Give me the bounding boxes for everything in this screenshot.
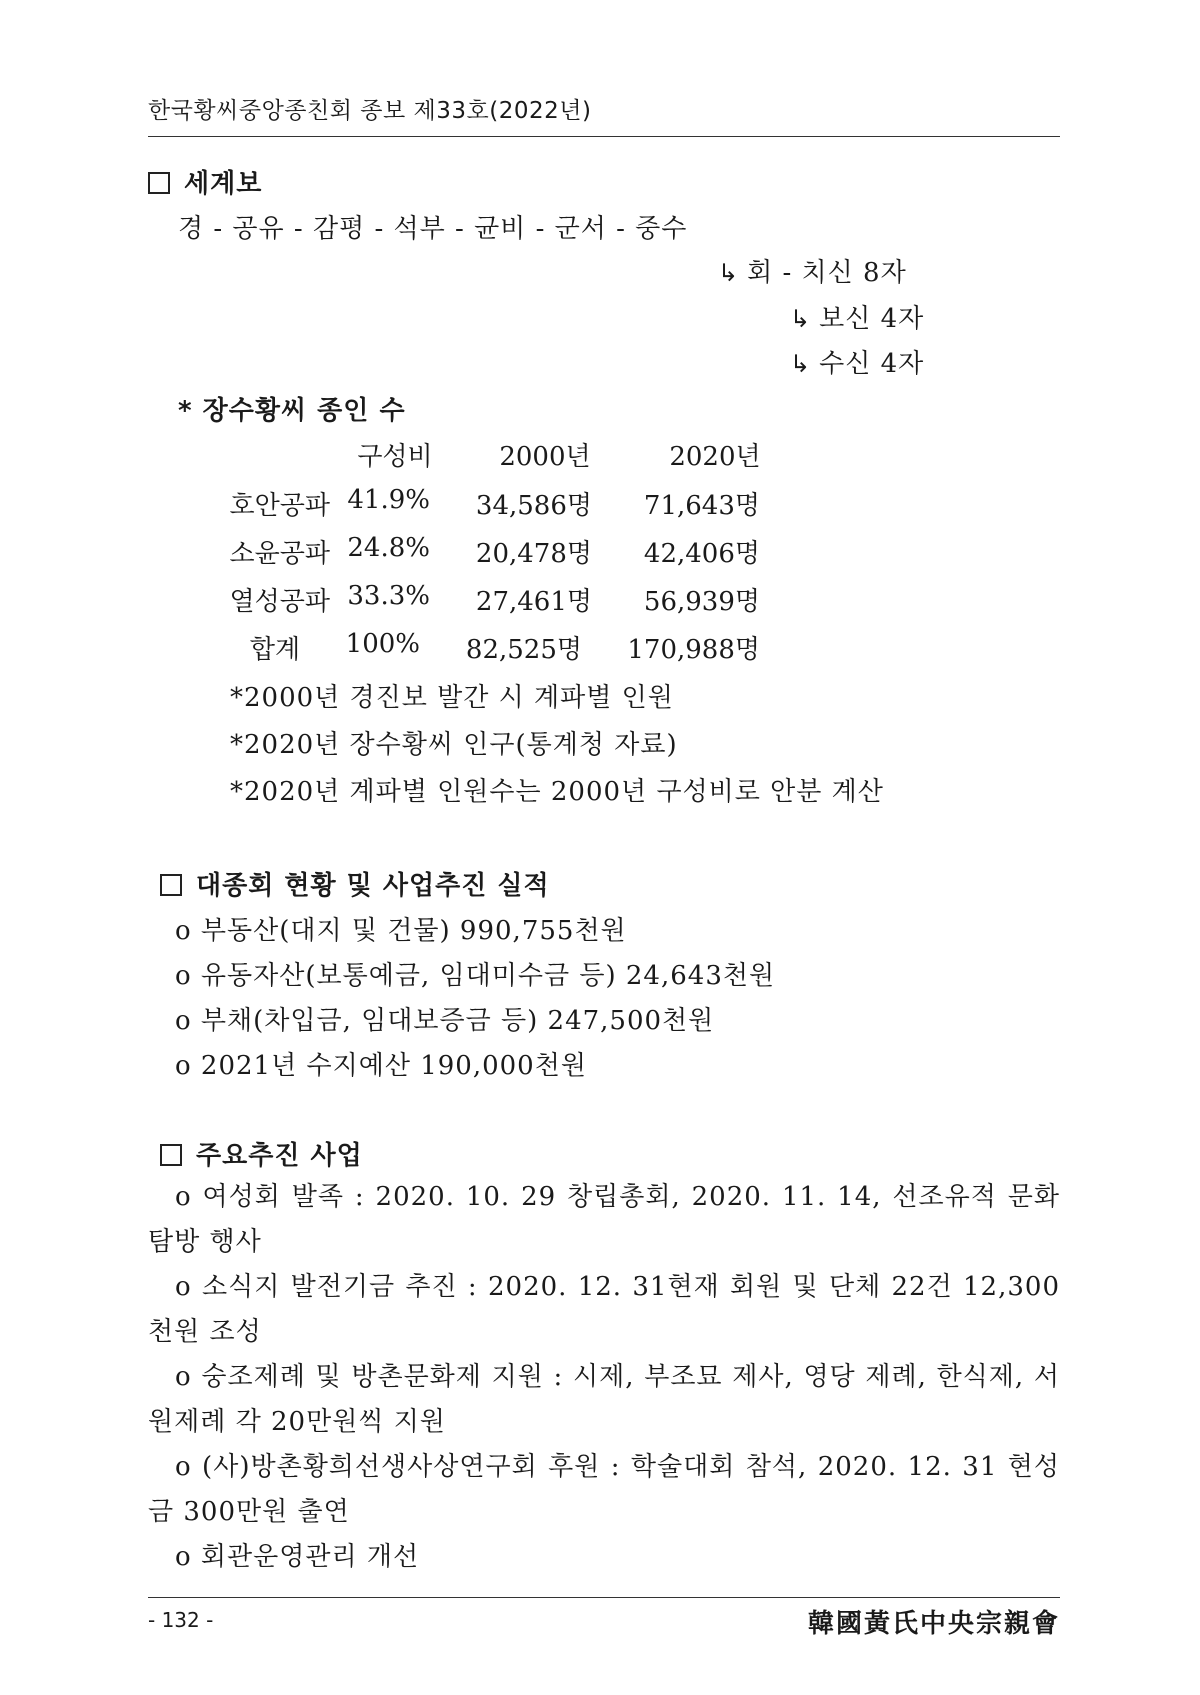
- population-note: *2020년 장수황씨 인구(통계청 자료): [230, 730, 678, 760]
- list-item: o 부채(차입금, 임대보증금 등) 247,500천원: [175, 1006, 715, 1036]
- lineage-line-2: ↳ 회 - 치신 8자: [718, 258, 907, 288]
- row-name: 합계: [249, 635, 301, 665]
- footer-rule: [148, 1597, 1060, 1598]
- list-item: o 2021년 수지예산 190,000천원: [175, 1051, 587, 1081]
- header-ratio: 구성비: [357, 442, 433, 472]
- section-title-status: [160, 865, 550, 902]
- row-2020: 170,988명: [627, 635, 760, 665]
- header-2000: 2000년: [499, 442, 591, 472]
- row-ratio: 24.8%: [347, 533, 430, 563]
- population-note: *2020년 계파별 인원수는 2000년 구성비로 안분 계산: [230, 777, 884, 807]
- lineage-line-1: 경 - 공유 - 감평 - 석부 - 균비 - 군서 - 중수: [178, 214, 688, 244]
- row-2000: 82,525명: [465, 635, 582, 665]
- society-logo: 韓國黃氏中央宗親會: [807, 1609, 1060, 1639]
- branch-arrow-icon: ↳: [718, 259, 740, 287]
- header-title: 한국황씨중앙종친회 종보 제33호(2022년): [148, 98, 592, 124]
- row-ratio: 41.9%: [347, 485, 430, 515]
- lineage-line-4: ↳ 수신 4자: [790, 349, 925, 379]
- row-2020: 71,643명: [643, 491, 760, 521]
- checkbox-square-icon: [148, 172, 170, 194]
- list-item: o 여성회 발족 : 2020. 10. 29 창립총회, 2020. 11. 14, 선조유적 문화탐방 행사: [148, 1182, 1060, 1257]
- row-2000: 34,586명: [475, 491, 592, 521]
- row-ratio: 33.3%: [347, 581, 430, 611]
- row-name: 호안공파: [229, 491, 330, 521]
- checkbox-square-icon: [160, 874, 182, 896]
- list-item: o 숭조제례 및 방촌문화제 지원 : 시제, 부조묘 제사, 영당 제례, 한식제, 서원제례 각 20만원씩 지원: [148, 1362, 1060, 1437]
- row-name: 소윤공파: [229, 539, 330, 569]
- section-title-genealogy: [148, 163, 262, 200]
- row-2020: 56,939명: [643, 587, 760, 617]
- checkbox-square-icon: [160, 1144, 182, 1166]
- list-item: o 소식지 발전기금 추진 : 2020. 12. 31현재 회원 및 단체 22건 12,300천원 조성: [148, 1272, 1060, 1347]
- population-title: * 장수황씨 종인 수: [178, 396, 406, 426]
- row-name: 열성공파: [229, 587, 330, 617]
- page-number: - 132 -: [148, 1608, 214, 1632]
- section-title-text: 주요추진 사업: [196, 1141, 363, 1171]
- branch-arrow-icon: ↳: [790, 305, 812, 333]
- list-item: o 유동자산(보통예금, 임대미수금 등) 24,643천원: [175, 961, 776, 991]
- list-item: o (사)방촌황희선생사상연구회 후원 : 학술대회 참석, 2020. 12. 31 현성금 300만원 출연: [148, 1452, 1060, 1527]
- section-title-text: 세계보: [184, 169, 263, 199]
- lineage-line-3: ↳ 보신 4자: [790, 304, 925, 334]
- row-2000: 27,461명: [475, 587, 592, 617]
- section-title-text: 대종회 현황 및 사업추진 실적: [196, 871, 550, 901]
- section-title-projects: [160, 1135, 363, 1172]
- row-ratio: 100%: [345, 629, 420, 659]
- row-2000: 20,478명: [475, 539, 592, 569]
- header-2020: 2020년: [669, 442, 761, 472]
- list-item: o 부동산(대지 및 건물) 990,755천원: [175, 916, 627, 946]
- row-2020: 42,406명: [643, 539, 760, 569]
- population-note: *2000년 경진보 발간 시 계파별 인원: [230, 683, 674, 713]
- header-rule: [148, 136, 1060, 137]
- branch-arrow-icon: ↳: [790, 350, 812, 378]
- list-item: o 회관운영관리 개선: [175, 1542, 420, 1572]
